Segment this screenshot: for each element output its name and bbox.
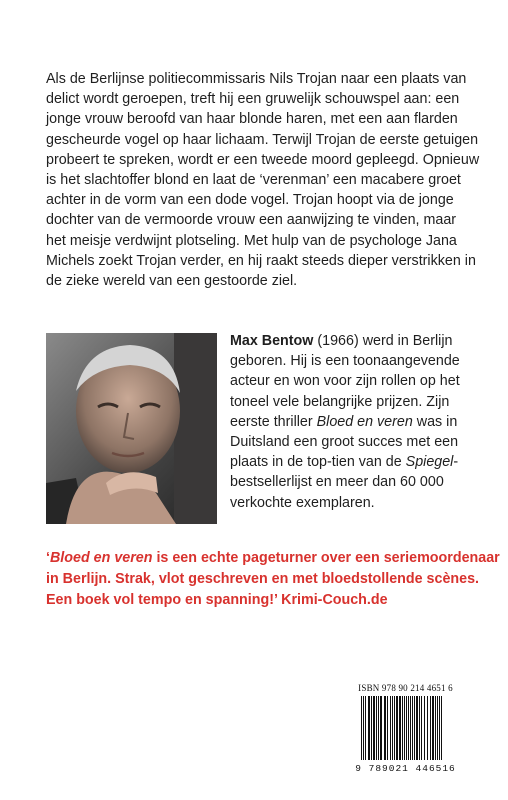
barcode-bar bbox=[406, 696, 407, 760]
book-title: Bloed en veren bbox=[316, 413, 413, 430]
barcode-bar bbox=[394, 696, 395, 760]
blurb-line: gescheurde vogel op haar lichaam. Terwijl Trojan de eerste getuigen bbox=[46, 131, 479, 148]
author-bio-line bbox=[230, 331, 470, 351]
barcode-bar bbox=[424, 696, 425, 760]
blurb-line: achter in de vorm van een dode vogel. Trojan hoopt via de jonge bbox=[46, 192, 454, 209]
quote-line bbox=[46, 548, 500, 569]
barcode-bar bbox=[396, 696, 398, 760]
author-bio-line: verkochte exemplaren. bbox=[230, 494, 375, 511]
blurb-line: Michels zoekt Trojan verder, en hij raakt steeds dieper verstrikken in bbox=[46, 252, 476, 269]
barcode-bar bbox=[404, 696, 405, 760]
author-bio-line: toneel vele belangrijke prijzen. Zijn bbox=[230, 393, 450, 410]
blurb-line: probeert te spreken, wordt er een tweede moord gepleegd. Opnieuw bbox=[46, 151, 480, 168]
author-name: Max Bentow bbox=[230, 333, 314, 349]
back-cover-blurb bbox=[46, 69, 480, 291]
isbn-barcode bbox=[355, 683, 456, 775]
barcode-bar bbox=[419, 696, 420, 760]
barcode-bar bbox=[390, 696, 391, 760]
barcode-bar bbox=[437, 696, 438, 760]
author-bio bbox=[230, 331, 470, 513]
barcode-bar bbox=[378, 696, 379, 760]
isbn-label: ISBN 978 90 214 4651 6 bbox=[358, 683, 453, 693]
author-photo bbox=[46, 333, 217, 524]
blurb-line: dochter van de vermoorde vrouw een aanwijzing te vinden, maar bbox=[46, 212, 457, 229]
barcode-bar bbox=[414, 696, 415, 760]
author-bio-text: plaats in de top-tien van de bbox=[230, 454, 406, 471]
blurb-line: delict wordt geroepen, treft hij een gruwelijk schouwspel aan: een bbox=[46, 91, 460, 108]
barcode-bar bbox=[365, 696, 366, 760]
barcode-digits: 9 789021 446516 bbox=[355, 763, 456, 774]
quote-line: Een boek vol tempo en spanning!’ Krimi-Couch.de bbox=[46, 592, 388, 608]
barcode-bar bbox=[371, 696, 372, 760]
quote-line: in Berlijn. Strak, vlot geschreven en met bloedstollende scènes. bbox=[46, 571, 480, 587]
author-bio-text: (1966) werd in Berlijn bbox=[313, 333, 453, 349]
barcode-bar bbox=[392, 696, 393, 760]
barcode-bar bbox=[376, 696, 377, 760]
author-bio-text: eerste thriller bbox=[230, 413, 317, 430]
barcode-bar bbox=[361, 696, 362, 760]
quote-book-title: Bloed en veren bbox=[49, 550, 153, 566]
barcode-bar bbox=[410, 696, 411, 760]
blurb-line: Als de Berlijnse politiecommissaris Nils Trojan naar een plaats van bbox=[46, 71, 467, 87]
barcode-bar bbox=[380, 696, 382, 760]
magazine-title: Spiegel bbox=[405, 454, 454, 471]
author-bio-line bbox=[230, 412, 470, 432]
author-bio-line: geboren. Hij is een toonaangevende bbox=[230, 353, 460, 370]
barcode-bars bbox=[355, 696, 456, 762]
review-quote bbox=[46, 548, 500, 611]
quote-open-mark: ‘ bbox=[46, 550, 50, 566]
barcode-bar bbox=[402, 696, 403, 760]
barcode-bar bbox=[430, 696, 431, 760]
barcode-bar bbox=[363, 696, 364, 760]
barcode-bar bbox=[387, 696, 388, 760]
author-bio-line bbox=[230, 452, 470, 472]
barcode-bar bbox=[435, 696, 436, 760]
author-bio-text: was in bbox=[412, 413, 458, 430]
barcode-bar bbox=[416, 696, 418, 760]
barcode-bar bbox=[412, 696, 413, 760]
barcode-bar bbox=[421, 696, 422, 760]
author-bio-text: - bbox=[453, 454, 459, 471]
blurb-line: het meisje verdwijnt plotseling. Met hulp van de psychologe Jana bbox=[46, 232, 457, 249]
barcode-bar bbox=[373, 696, 375, 760]
barcode-bar bbox=[384, 696, 386, 760]
barcode-bar bbox=[427, 696, 428, 760]
barcode-bar bbox=[399, 696, 401, 760]
author-bio-line: Duitsland een groot succes met een bbox=[230, 434, 459, 451]
barcode-bar bbox=[432, 696, 434, 760]
author-bio-line: bestsellerlijst en meer dan 60 000 bbox=[230, 474, 444, 491]
barcode-bar bbox=[408, 696, 409, 760]
blurb-line: is het slachtoffer blond en laat de ‘verenman’ een macabere groet bbox=[46, 172, 461, 189]
blurb-line: de zieke wereld van een gestoorde ziel. bbox=[46, 273, 298, 290]
barcode-bar bbox=[441, 696, 442, 760]
barcode-bar bbox=[368, 696, 370, 760]
blurb-line: jonge vrouw beroofd van haar blonde haren, met een aan flarden bbox=[46, 111, 458, 128]
author-bio-line: acteur en won voor zijn rollen op het bbox=[230, 373, 460, 390]
author-portrait-illustration bbox=[46, 333, 217, 524]
quote-text: is een echte pageturner over een seriemoordenaar bbox=[152, 550, 500, 566]
barcode-bar bbox=[439, 696, 440, 760]
